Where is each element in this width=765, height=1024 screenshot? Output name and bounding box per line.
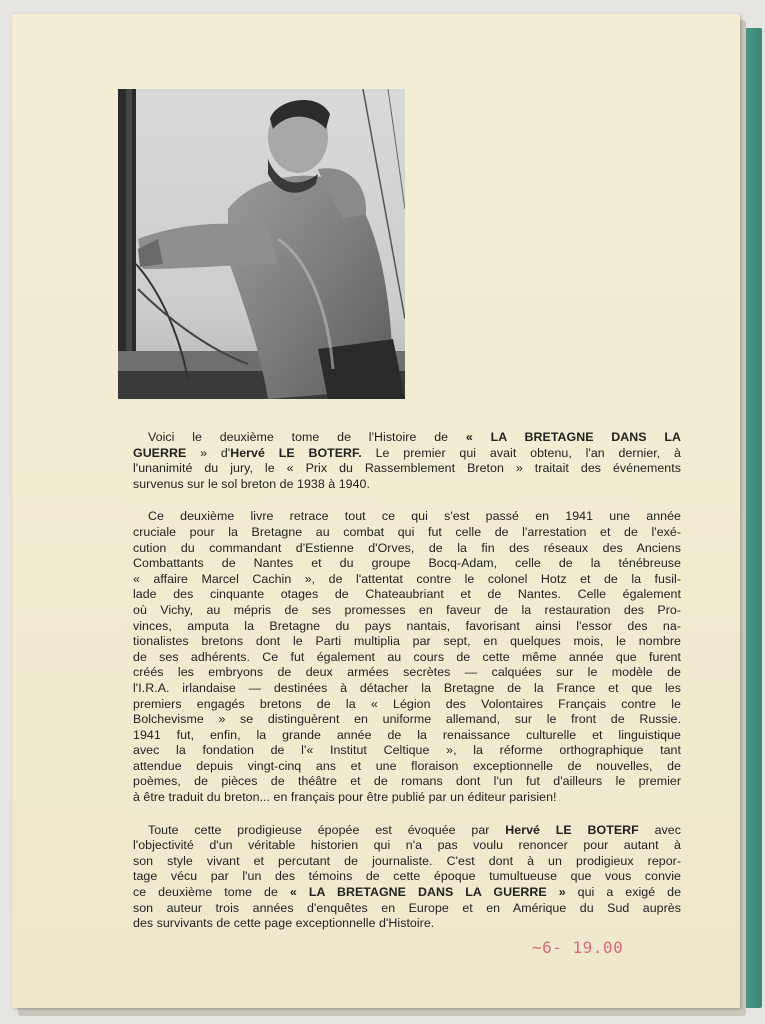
- text-line: des survivants de cette page exceptionnelle d'Histoire.: [133, 916, 435, 931]
- text-line: survenus sur le sol breton de 1938 à 1940.: [133, 476, 370, 491]
- text-line: attendue depuis vingt-cinq ans et une floraison exceptionnelle de nouvelles, de: [133, 758, 681, 773]
- text-line: créés les embryons de deux armées secrètes — calquées sur le modèle de: [133, 665, 681, 680]
- text-line: Toute cette prodigieuse épopée est évoquée par Hervé LE BOTERF avec: [148, 822, 681, 837]
- text-line: tage vécu par l'un des témoins de cette époque tumultueuse que vous convie: [133, 869, 681, 884]
- text-line: où Vichy, au mépris de ses promesses en faveur de la restauration des Pro-: [133, 602, 681, 617]
- text-line: son style vivant et percutant de journaliste. C'est dont à un prodigieux repor-: [133, 853, 681, 868]
- bold-text: Hervé LE BOTERF: [505, 822, 639, 837]
- text-line: ce deuxième tome de « LA BRETAGNE DANS LA GUERRE » qui a exigé de: [133, 885, 682, 900]
- text-line: avec la fondation de l'« Institut Celtique », la réforme orthographique tant: [133, 743, 681, 758]
- text-line: GUERRE » d'Hervé LE BOTERF. Le premier qui avait obtenu, l'an dernier, à: [133, 445, 681, 460]
- blurb-text: [133, 430, 681, 949]
- text-line: Bolchevisme » se distinguèrent en uniforme allemand, sur le front de Russie.: [133, 712, 681, 727]
- text-line: Voici le deuxième tome de l'Histoire de « LA BRETAGNE DANS LA: [148, 430, 681, 444]
- bold-text: « LA BRETAGNE DANS LA: [465, 430, 681, 444]
- paragraph: [133, 509, 681, 805]
- text-line: son auteur trois années d'enquêtes en Europe et en Amérique du Sud auprès: [133, 900, 681, 915]
- text-line: 1941 fut, enfin, la grande année de la renaissance culturelle et linguistique: [133, 727, 681, 742]
- paragraph: [133, 430, 681, 492]
- text-line: cruciale pour la Bretagne au combat qui fut celle de l'arrestation et de l'exé-: [133, 524, 681, 539]
- text-line: Ce deuxième livre retrace tout ce qui s'est passé en 1941 une année: [148, 509, 681, 524]
- text-line: à être traduit du breton... en français pour être publié par un éditeur parisien!: [133, 790, 557, 805]
- text-line: cution du commandant d'Estienne d'Orves, de la fin des réseaux des Anciens: [133, 540, 681, 555]
- text-line: Combattants de Nantes et du groupe Bocq-Adam, celle de la ténébreuse: [133, 556, 681, 571]
- paragraph: [133, 823, 681, 932]
- text-line: tionalistes bretons dont le Parti multiplia par sept, en quelques mois, le nombre: [133, 634, 681, 649]
- text-line: lade des cinquante otages de Chateaubriant et de Nantes. Celle également: [133, 587, 681, 602]
- text-line: de ses adhérents. Ce fut également au cours de cette même année que furent: [133, 649, 681, 664]
- text-line: « affaire Marcel Cachin », de l'attentat contre le colonel Hotz et de la fusil-: [133, 571, 681, 586]
- text-line: l'objectivité d'un véritable historien qui n'a pas voulu renoncer pour autant à: [133, 838, 681, 853]
- author-portrait-photo: [118, 89, 405, 399]
- text-line: poèmes, de pièces de théâtre et de romans dont l'un fut d'ailleurs le premier: [133, 774, 681, 789]
- bold-text: Hervé LE BOTERF.: [230, 445, 362, 460]
- text-line: l'unanimité du jury, le « Prix du Rassemblement Breton » traitait des événements: [133, 461, 681, 476]
- bold-text: « LA BRETAGNE DANS LA GUERRE »: [289, 885, 566, 900]
- text-line: vinces, amputa la Bretagne du pays nantais, favorisant ainsi l'essor des na-: [133, 618, 681, 633]
- text-line: premiers engagés bretons de la « Légion des Volontaires Français contre le: [133, 696, 681, 711]
- text-line: l'I.R.A. irlandaise — destinées à détacher la Bretagne de la France et que les: [133, 680, 681, 695]
- price-stamp: ~6- 19.00: [532, 938, 624, 957]
- bold-text: GUERRE: [133, 445, 187, 460]
